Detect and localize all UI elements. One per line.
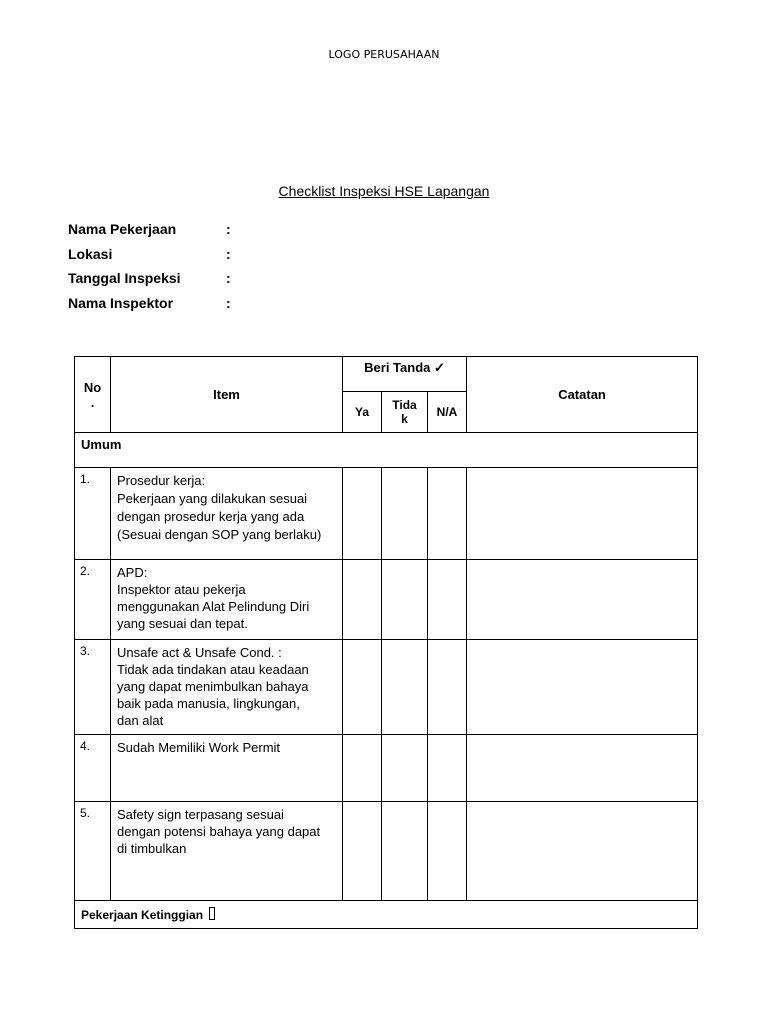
row-item	[111, 735, 343, 802]
header-tidak	[382, 392, 428, 433]
check-ya-cell[interactable]	[343, 802, 382, 901]
header-beri-tanda: Beri Tanda ✓	[343, 357, 467, 392]
item-line: Tidak ada tindakan atau keadaan	[117, 662, 309, 677]
header-catatan: Catatan	[467, 357, 698, 433]
item-line: yang dapat menimbulkan bahaya	[117, 679, 309, 694]
item-line: dan alat	[117, 713, 164, 728]
header-no-line1: No	[83, 379, 102, 395]
catatan-cell[interactable]	[467, 802, 698, 901]
section-label: Pekerjaan Ketinggian	[81, 908, 204, 922]
field-nama-pekerjaan	[68, 221, 231, 239]
row-number: 5.	[75, 802, 111, 901]
item-line: Pekerjaan yang dilakukan sesuai	[117, 491, 308, 506]
field-label: Nama Inspektor	[68, 295, 174, 311]
logo-text: LOGO PERUSAHAAN	[328, 48, 440, 61]
item-line: Inspektor atau pekerja	[117, 582, 246, 597]
row-number: 2.	[75, 560, 111, 640]
table-row	[75, 802, 698, 901]
item-line: menggunakan Alat Pelindung Diri	[117, 599, 310, 614]
item-line: Unsafe act & Unsafe Cond. :	[117, 645, 282, 660]
check-tidak-cell[interactable]	[382, 640, 428, 735]
check-tidak-cell[interactable]	[382, 468, 428, 560]
field-tanggal-inspeksi	[68, 270, 231, 288]
check-na-cell[interactable]	[428, 735, 467, 802]
check-tidak-cell[interactable]	[382, 735, 428, 802]
row-item	[111, 802, 343, 901]
item-line: di timbulkan	[117, 841, 187, 856]
check-ya-cell[interactable]	[343, 560, 382, 640]
check-ya-cell[interactable]	[343, 468, 382, 560]
table-row	[75, 735, 698, 802]
item-line: dengan prosedur kerja yang ada	[117, 509, 305, 524]
catatan-cell[interactable]	[467, 735, 698, 802]
field-nama-inspektor	[68, 295, 231, 313]
row-item	[111, 640, 343, 735]
catatan-cell[interactable]	[467, 640, 698, 735]
checklist-table	[74, 356, 698, 929]
check-ya-cell[interactable]	[343, 735, 382, 802]
row-item	[111, 468, 343, 560]
row-number: 1.	[75, 468, 111, 560]
field-label: Nama Pekerjaan	[68, 221, 177, 237]
item-line: yang sesuai dan tepat.	[117, 616, 248, 631]
check-tidak-cell[interactable]	[382, 802, 428, 901]
table-row	[75, 560, 698, 640]
catatan-cell[interactable]	[467, 560, 698, 640]
check-na-cell[interactable]	[428, 560, 467, 640]
field-lokasi	[68, 246, 231, 264]
check-na-cell[interactable]	[428, 468, 467, 560]
check-ya-cell[interactable]	[343, 640, 382, 735]
item-line: Sudah Memiliki Work Permit	[117, 740, 281, 755]
header-tidak-line2: k	[401, 412, 408, 426]
header-item: Item	[111, 357, 343, 433]
header-ya: Ya	[343, 392, 382, 433]
table-row	[75, 640, 698, 735]
field-colon: :	[226, 270, 231, 286]
field-colon: :	[226, 295, 231, 311]
row-number: 3.	[75, 640, 111, 735]
header-na: N/A	[428, 392, 467, 433]
check-na-cell[interactable]	[428, 640, 467, 735]
item-line: Safety sign terpasang sesuai	[117, 807, 284, 822]
page-title: Checklist Inspeksi HSE Lapangan	[278, 183, 490, 199]
table-row	[75, 468, 698, 560]
item-line: dengan potensi bahaya yang dapat	[117, 824, 321, 839]
header-tidak-line1: Tida	[392, 398, 417, 412]
field-label: Tanggal Inspeksi	[68, 270, 181, 286]
item-line: (Sesuai dengan SOP yang berlaku)	[117, 527, 322, 542]
section-pekerjaan-ketinggian	[75, 901, 698, 929]
check-na-cell[interactable]	[428, 802, 467, 901]
row-item	[111, 560, 343, 640]
header-no-line2: .	[90, 394, 95, 410]
field-colon: :	[226, 221, 231, 237]
check-tidak-cell[interactable]	[382, 560, 428, 640]
row-number: 4.	[75, 735, 111, 802]
catatan-cell[interactable]	[467, 468, 698, 560]
checkbox-symbol-icon	[209, 907, 215, 920]
field-label: Lokasi	[68, 246, 113, 262]
item-line: APD:	[117, 565, 148, 580]
item-line: baik pada manusia, lingkungan,	[117, 696, 300, 711]
field-colon: :	[226, 246, 231, 262]
header-no	[75, 357, 111, 433]
section-umum: Umum	[75, 433, 698, 468]
item-line: Prosedur kerja:	[117, 473, 206, 488]
